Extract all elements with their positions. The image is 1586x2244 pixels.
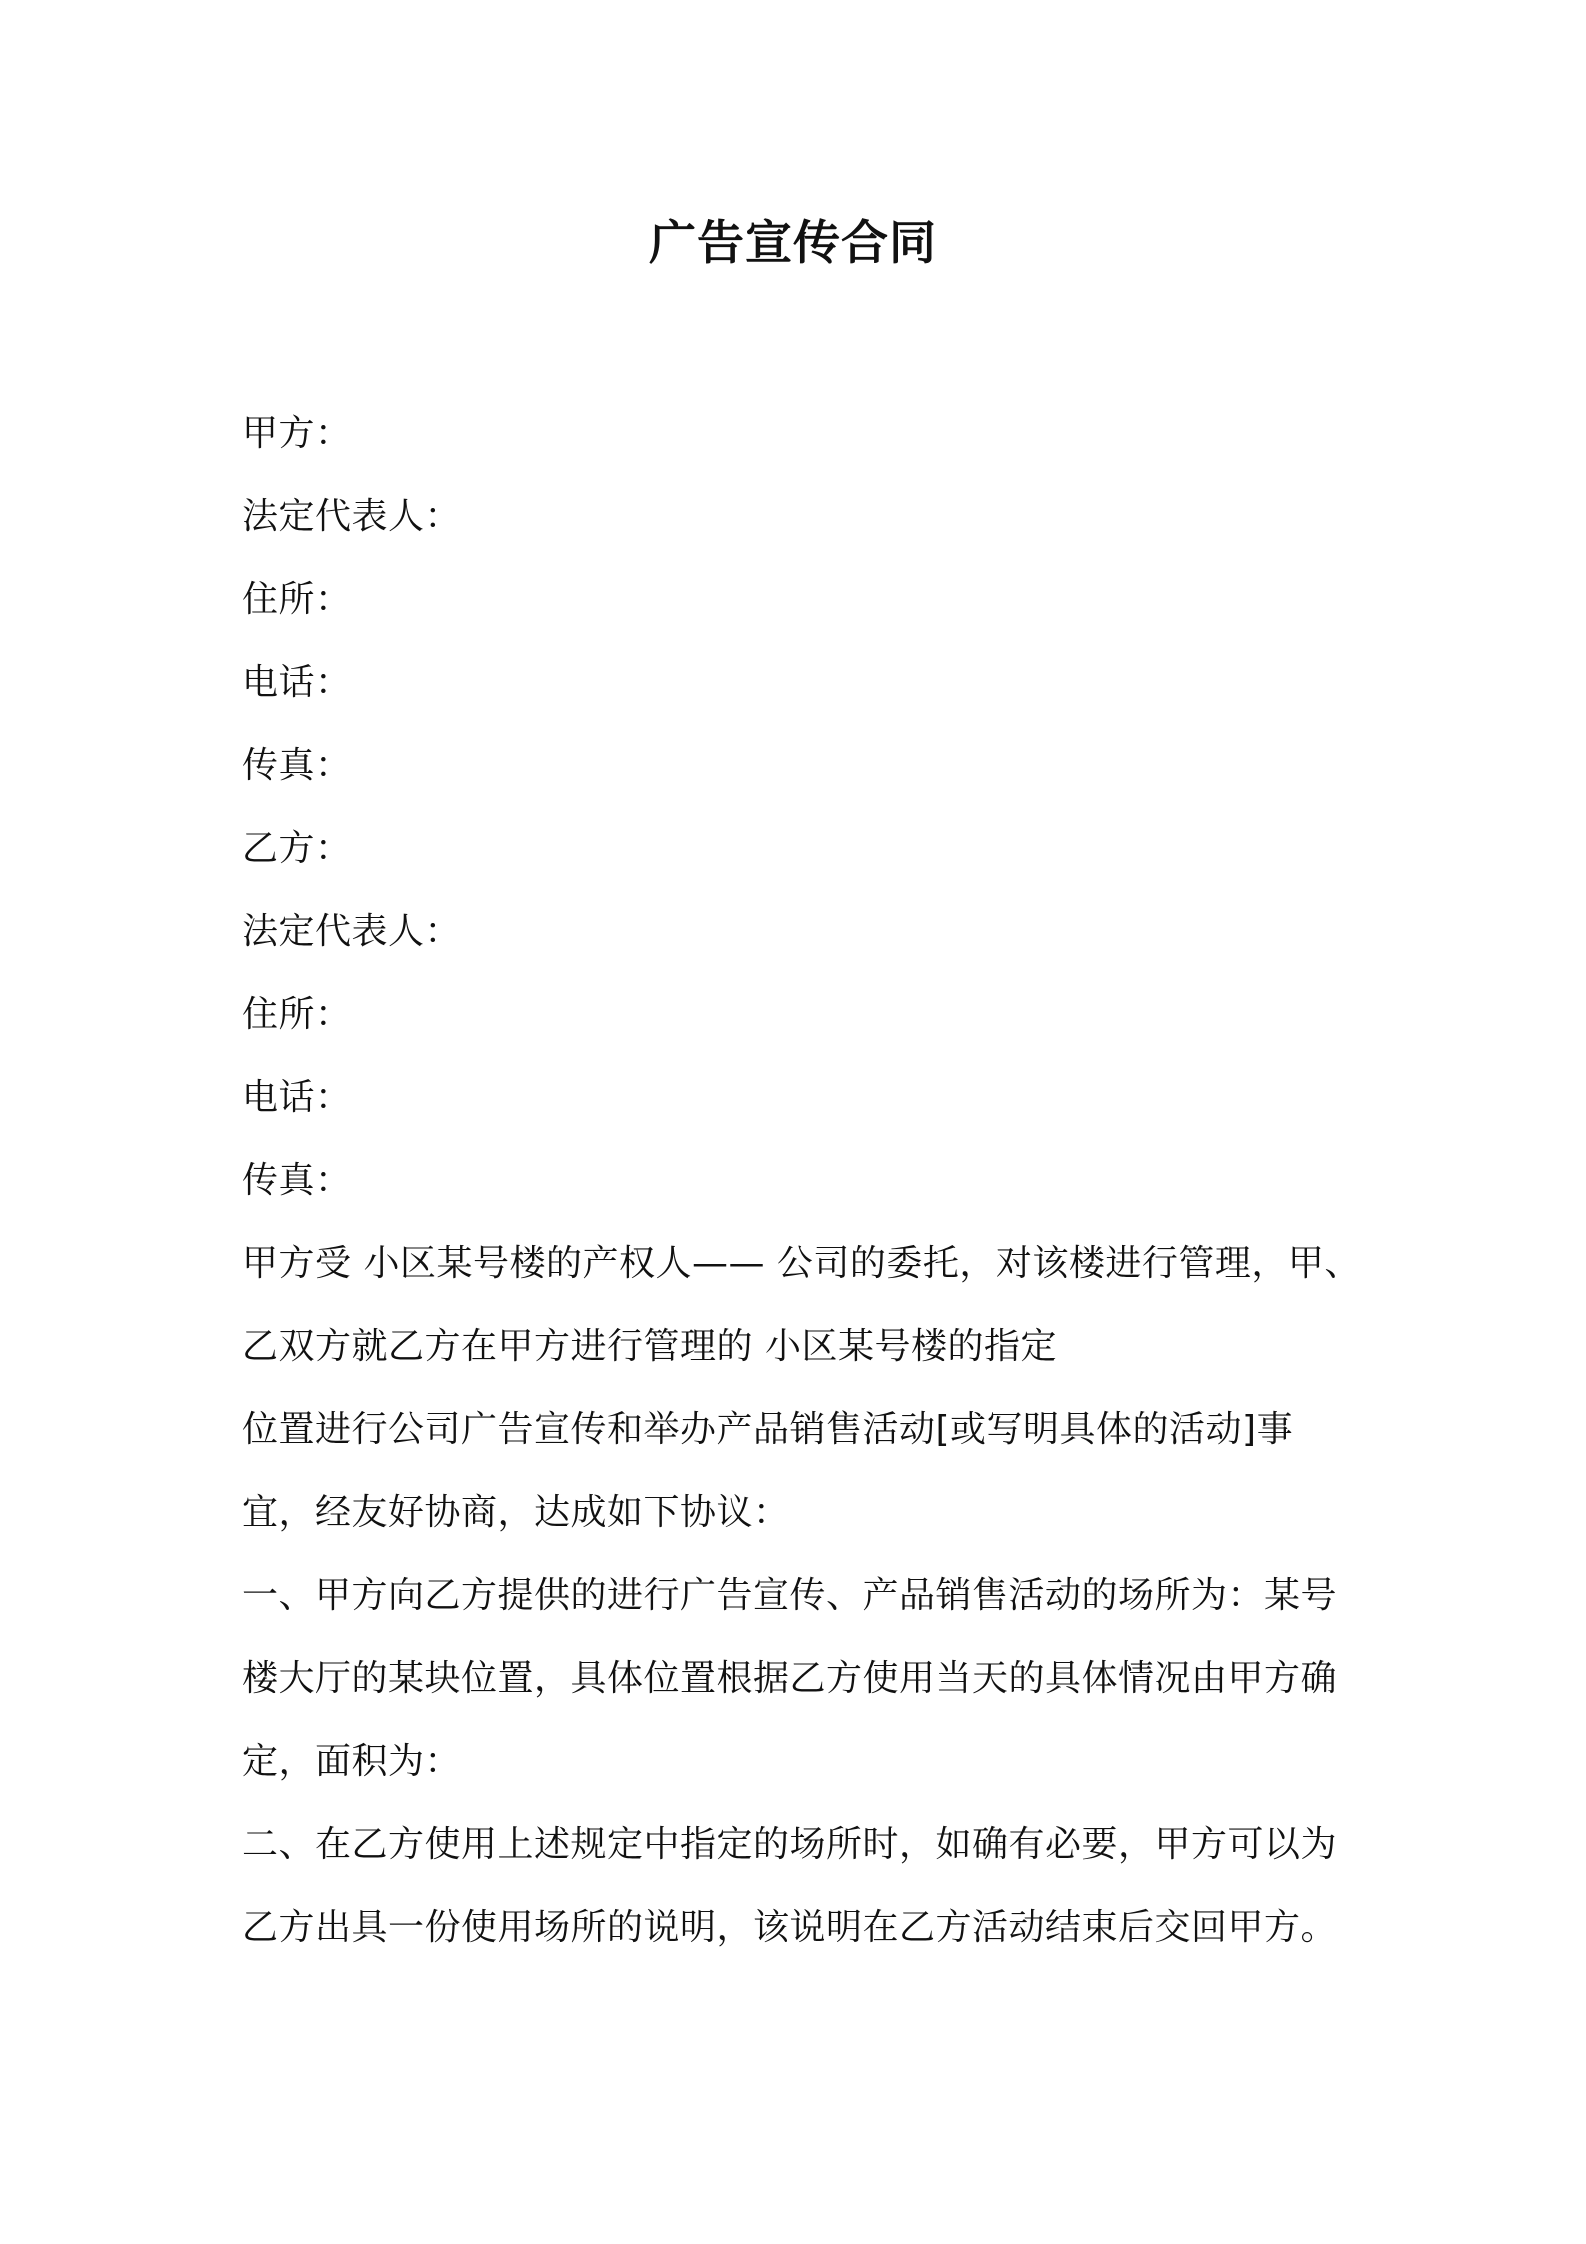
party-b-fax-label: 传真： (242, 1160, 352, 1201)
document-title: 广告宣传合同 (649, 216, 937, 271)
clause-1-line: 楼大厅的某块位置，具体位置根据乙方使用当天的具体情况由甲方确 (242, 1658, 1338, 1699)
clause-1-line: 定，面积为： (242, 1741, 462, 1782)
party-b-name-label: 乙方： (242, 828, 352, 869)
party-a-fax-label: 传真： (242, 745, 352, 786)
clause-1-line: 一、甲方向乙方提供的进行广告宣传、产品销售活动的场所为：某号 (242, 1575, 1338, 1616)
party-b-representative-label: 法定代表人： (242, 911, 462, 952)
party-b-phone-label: 电话： (242, 1077, 352, 1118)
clause-2-line: 二、在乙方使用上述规定中指定的场所时，如确有必要，甲方可以为 (242, 1824, 1338, 1865)
party-a-name-label: 甲方： (242, 413, 352, 454)
party-a-representative-label: 法定代表人： (242, 496, 462, 537)
clause-2-line: 乙方出具一份使用场所的说明，该说明在乙方活动结束后交回甲方。 (242, 1907, 1338, 1948)
party-a-address-label: 住所： (242, 579, 352, 620)
body-line: 乙双方就乙方在甲方进行管理的 小区某号楼的指定 (242, 1326, 1057, 1367)
body-line: 甲方受 小区某号楼的产权人—— 公司的委托，对该楼进行管理，甲、 (242, 1243, 1361, 1284)
party-b-address-label: 住所： (242, 994, 352, 1035)
body-line: 宜，经友好协商，达成如下协议： (242, 1492, 790, 1533)
body-line: 位置进行公司广告宣传和举办产品销售活动[或写明具体的活动]事 (242, 1409, 1294, 1450)
party-a-phone-label: 电话： (242, 662, 352, 703)
